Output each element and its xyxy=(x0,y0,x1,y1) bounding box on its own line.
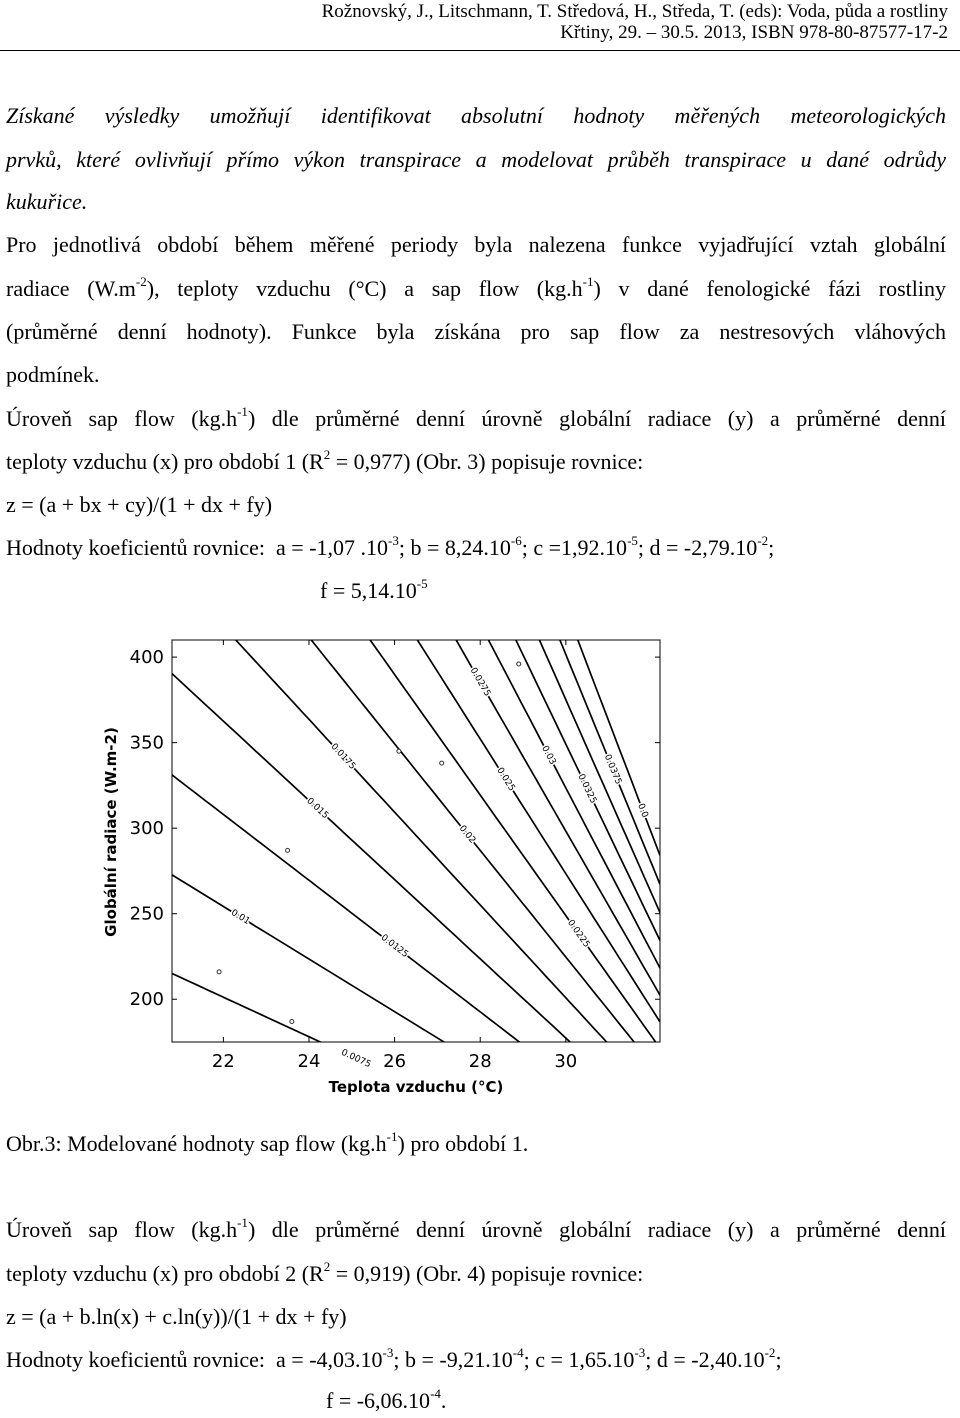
figure-caption: Obr.3: Modelované hodnoty sap flow $(kg.h^{-1})$ pro období 1. xyxy=(6,1129,529,1156)
contour-label: 0.025 xyxy=(494,766,517,794)
contour-label: 0.03 xyxy=(539,744,558,767)
period1-coef-f: $f = 5,14.10^{-5}$ xyxy=(320,576,428,603)
contour-label: 0.0075 xyxy=(339,1047,373,1071)
x-tick-label: 26 xyxy=(383,1051,407,1072)
contour-label: 0.015 xyxy=(304,796,331,822)
y-axis-label: Globální radiace (W.m-2) xyxy=(102,727,120,937)
x-tick-label: 30 xyxy=(554,1051,578,1072)
period1-line-1: Úroveň sap flow $(kg.h^{-1})$ dle průměrné denní úrovně globální radiace (y) a průměrné denní xyxy=(6,404,946,431)
period2-line-2: teploty vzduchu (x) pro období 2 $(R^2 = 0,919)$ (Obr. 4) popisuje rovnice: xyxy=(6,1259,644,1286)
contour-label: 0.02 xyxy=(456,823,478,846)
period2-equation: z = (a + b.ln(x) + c.ln(y))/(1 + dx + fy) xyxy=(6,1304,347,1329)
period2-line-1: Úroveň sap flow $(kg.h^{-1})$ dle průměrné denní úrovně globální radiace (y) a průměrné denní xyxy=(6,1215,946,1242)
contour-chart xyxy=(100,632,680,1104)
contour-label: 0.0275 xyxy=(467,666,493,699)
contour-label: 0.01 xyxy=(229,907,252,927)
data-point xyxy=(350,1045,354,1049)
y-tick-label: 300 xyxy=(129,818,164,840)
data-point xyxy=(290,1019,294,1023)
para1-line-3: (průměrné denní hodnoty). Funkce byla získána pro sap flow za nestresových vláhových xyxy=(6,319,946,344)
contour-label: 0.0175 xyxy=(328,741,358,772)
x-tick-label: 22 xyxy=(211,1051,235,1072)
contour-label: 0.0375 xyxy=(601,753,624,787)
para1-line-4: podmínek. xyxy=(6,362,100,387)
intro-line-1: Získané výsledky umožňují identifikovat absolutní hodnoty měřených meteorologických xyxy=(6,103,946,128)
period1-line-2: teploty vzduchu (x) pro období 1 $(R^2 = 0,977)$ (Obr. 3) popisuje rovnice: xyxy=(6,447,644,474)
y-tick-label: 200 xyxy=(129,989,164,1011)
data-point xyxy=(217,970,221,974)
data-point xyxy=(517,662,521,666)
data-point xyxy=(286,848,290,852)
intro-line-3: kukuřice. xyxy=(6,189,88,214)
intro-line-2: prvků, které ovlivňují přímo výkon transpirace a modelovat průběh transpirace u dané odrůdy xyxy=(6,147,946,172)
data-point xyxy=(440,761,444,765)
period1-equation: z = (a + bx + cy)/(1 + dx + fy) xyxy=(6,492,273,517)
contour-label: 0.0225 xyxy=(565,918,592,950)
para1-line-1: Pro jednotlivá období během měřené periody byla nalezena funkce vyjadřující vztah globální xyxy=(6,232,946,257)
contour-label: 0.0325 xyxy=(575,772,599,806)
y-tick-label: 350 xyxy=(129,732,164,754)
x-tick-label: 28 xyxy=(468,1051,492,1072)
x-tick-label: 24 xyxy=(297,1051,321,1072)
period2-coef-f: $f = -6,06.10^{-4}$. xyxy=(326,1386,447,1413)
y-tick-label: 400 xyxy=(129,647,164,669)
y-tick-label: 250 xyxy=(129,903,164,925)
para1-line-2: radiace $(W.m^{-2})$, teploty vzduchu (°C) a sap flow $(kg.h^{-1})$ v dané fenologické fázi rostliny xyxy=(6,274,946,301)
data-point xyxy=(397,749,401,753)
x-axis-label: Teplota vzduchu (°C) xyxy=(328,1078,504,1096)
period2-coefficients: Hodnoty koeficientů rovnice: $a = -4,03.10^{-3}$; $b = -9,21.10^{-4}$; $c = 1,65.10^{-3}$; $d = -2,40.10^{-2}$; xyxy=(6,1345,782,1372)
period1-coefficients: Hodnoty koeficientů rovnice: a = -1,07 $.10^{-3}$; $b = 8,24.10^{-6}$; $c =1,92.10^{-5}$; $d = -2,79.10^{-2}$; xyxy=(6,533,775,560)
header-conference: Křtiny, 29. – 30.5. 2013, ISBN 978-80-87577-17-2 xyxy=(560,22,948,43)
plot-frame xyxy=(172,640,660,1042)
contour-label: 0.0 xyxy=(635,802,650,820)
contour-label: 0.0125 xyxy=(378,932,410,961)
header-citation: Rožnovský, J., Litschmann, T. Středová, H., Středa, T. (eds): Voda, půda a rostliny xyxy=(321,1,948,22)
header-divider xyxy=(0,50,960,51)
